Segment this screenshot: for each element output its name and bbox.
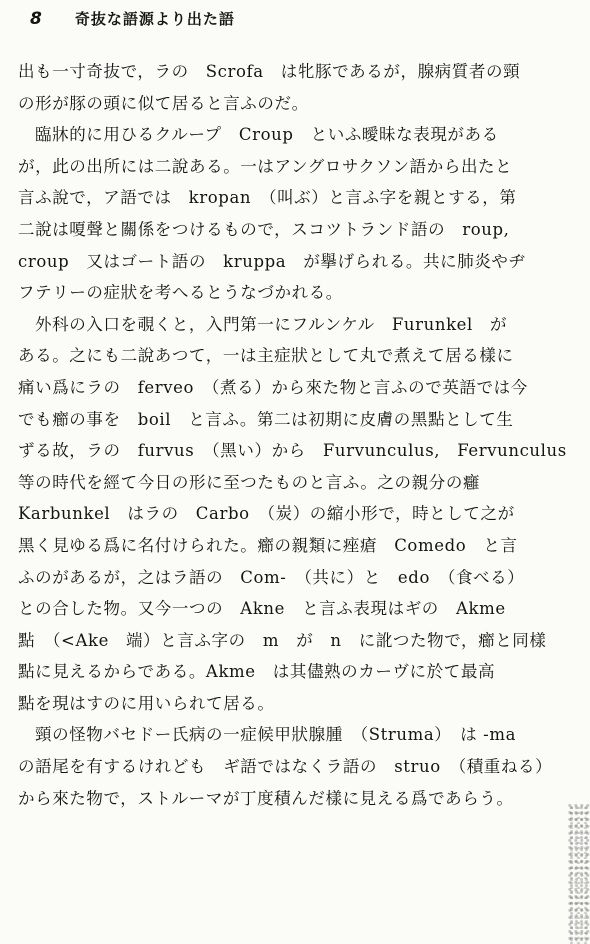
body-text — [18, 56, 574, 814]
text-line: 臨牀的に用ひるクループ Croup といふ曖昧な表現がある — [35, 125, 499, 145]
text-line: フテリーの症狀を考へるとうなづかれる。 — [18, 283, 343, 303]
text-line: 二說は嗄聲と關係をつけるもので，スコツトランド語の roup, — [18, 219, 510, 239]
text-line: 言ふ說で，ア語では kropan （叫ぶ）と言ふ字を親とする，第 — [18, 188, 517, 208]
text-line: 外科の入口を覗くと，入門第一にフルンケル Furunkel が — [35, 314, 508, 334]
text-line: から來た物で，ストルーマが丁度積んだ樣に見える爲であらう。 — [18, 788, 514, 808]
page-header — [30, 8, 235, 30]
text-line: 出も一寸奇抜で，ラの Scrofa は牝豚であるが，腺病質者の頸 — [18, 62, 521, 81]
text-line: の語尾を有するけれども ギ語ではなくラ語の struo （積重ねる） — [18, 757, 553, 777]
text-line: 黑く見ゆる爲に名付けられた。癤の親類に痤瘡 Comedo と言 — [18, 535, 518, 555]
text-line: ずる故，ラの furvus （黑い）から Furvunculus, Fervunculus — [18, 441, 567, 461]
text-line: croup 又はゴート語の kruppa が擧げられる。共に肺炎やヂ — [18, 251, 526, 271]
running-title: 奇抜な語源より出た語 — [74, 10, 235, 28]
text-line: 頸の怪物バセドー氏病の一症候甲狀腺腫 （Struma） は -ma — [35, 725, 517, 745]
text-line: 點を現はすのに用いられて居る。 — [18, 693, 275, 713]
text-line: Karbunkel はラの Carbo （炭）の縮小形で，時として之が — [18, 504, 515, 524]
text-line: が，此の出所には二說ある。一はアングロサクソン語から出たと — [18, 156, 513, 176]
text-line: 點 （<Ake 端）と言ふ字の m が n に訛つた物で，癤と同樣 — [18, 630, 547, 650]
text-line: でも癤の事を boil と言ふ。第二は初期に皮膚の黑點として生 — [18, 409, 514, 429]
text-line: 痛い爲にラの ferveo （煮る）から來た物と言ふので英語では今 — [18, 377, 528, 397]
text-line: 點に見えるからである。Akme は其儘熟のカーヴに於て最高 — [18, 662, 496, 682]
text-line: ふのがあるが，之はラ語の Com- （共に）と edo （食べる） — [18, 567, 525, 587]
page-number: 8 — [30, 9, 43, 29]
paper-speckle — [568, 804, 590, 944]
text-line: 等の時代を經て今日の形に至つたものと言ふ。之の親分の癰 — [18, 472, 481, 492]
text-line: の形が豚の頭に似て居ると言ふのだ。 — [18, 93, 309, 113]
text-line: との合した物。又今一つの Akne と言ふ表現はギの Akme — [18, 599, 506, 619]
text-line: ある。之にも二說あつて，一は主症狀として丸で煮えて居る樣に — [18, 346, 514, 366]
